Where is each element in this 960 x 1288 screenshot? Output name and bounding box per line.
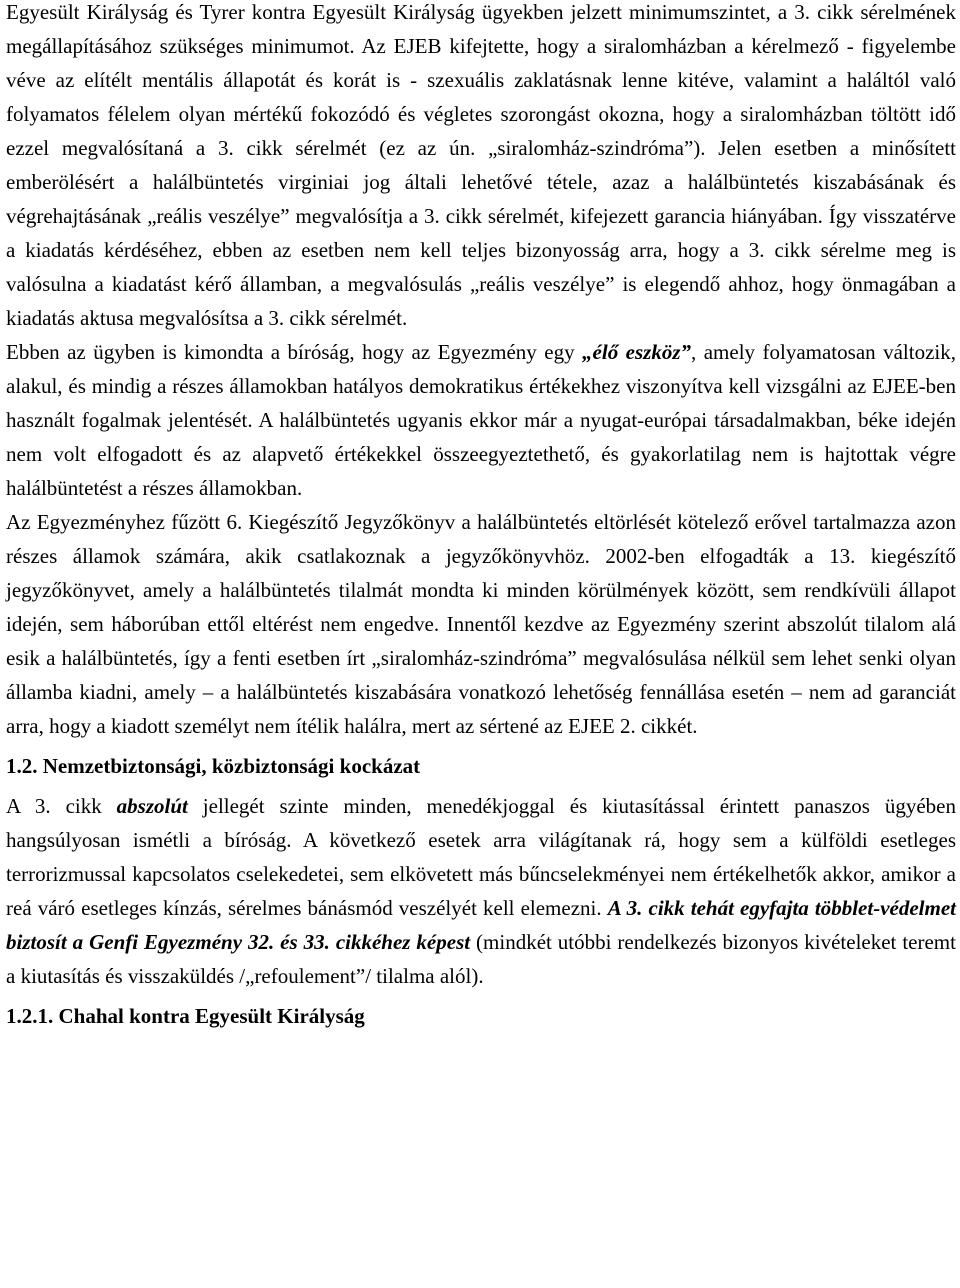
- paragraph-text: Egyesült Királyság és Tyrer kontra Egyesült Királyság ügyekben jelzett minimumszintet, a 3. cikk sérelmének megállapításához szükséges minimumot. Az EJEB kifejtette, hogy a siralomházban a kérelmező - figyelembe véve az elítélt mentális állapotát és korát is - szexuális zaklatásnak lenne kitéve, valamint a haláltól való folyamatos félelem olyan mértékű fokozódó és végletes szorongást okozna, hogy a siralomházban töltött idő ezzel megvalósítaná a 3. cikk sérelmét (ez az ún. „siralomház-szindróma”). Jelen esetben a minősített emberölésért a halálbüntetés virginiai jog általi lehetővé tétele, azaz a halálbüntetés kiszabásának és végrehajtásának „reális veszélye” megvalósítja a 3. cikk sérelmét, kifejezett garancia hiányában. Így visszatérve a kiadatás kérdéséhez, ebben az esetben nem kell teljes bizonyosság arra, hogy a 3. cikk sérelme meg is valósulna a kiadatást kérő államban, a megvalósulás „reális veszélye” is elegendő ahhoz, hogy önmagában a kiadatás aktusa megvalósítsa a 3. cikk sérelmét.: [6, 0, 956, 330]
- paragraph-jegyzokonyv: [6, 505, 956, 743]
- subsection-heading: 1.2.1. Chahal kontra Egyesült Királyság: [6, 1004, 365, 1028]
- paragraph-text: A 3. cikk: [6, 794, 117, 818]
- paragraph-text: (mindkét utóbbi rendelkezés bizonyos kivételeket teremt a kiutasítás és visszaküldés /„refoulement”/ tilalma alól).: [6, 930, 956, 988]
- document-page: [6, 0, 956, 1033]
- section-heading: 1.2. Nemzetbiztonsági, közbiztonsági kockázat: [6, 754, 421, 778]
- emphasis-text: „élő eszköz”: [582, 340, 692, 364]
- paragraph-text: Ebben az ügyben is kimondta a bíróság, hogy az Egyezmény egy: [6, 340, 583, 364]
- paragraph-siralomhaz: [6, 0, 956, 335]
- paragraph-text: jellegét szinte minden, menedékjoggal és kiutasítással érintett panaszos ügyében hangsúlyosan ismétli a bíróság. A következő esetek arra világítanak rá, hogy sem a külföldi esetleges terrorizmussal kapcsolatos cselekedetei, sem elkövetett más bűncselekményei nem értékelhetők akkor, amikor a reá váró esetleges kínzás, sérelmes bánásmód veszélyét kell elemezni.: [6, 794, 956, 920]
- paragraph-text: , amely folyamatosan változik, alakul, és mindig a részes államokban hatályos demokratikus értékekhez viszonyítva kell vizsgálni az EJEE-ben használt fogalmak jelentését. A halálbüntetés ugyanis ekkor már a nyugat-európai társadalmakban, béke idején nem volt elfogadott és az alapvető értékekkel összeegyeztethető, és gyakorlatilag nem is hajtottak végre halálbüntetést a részes államokban.: [6, 340, 956, 500]
- emphasis-text: A 3. cikk tehát egyfajta többlet-védelmet biztosít a Genfi Egyezmény 32. és 33. cikkéhez képest: [6, 896, 956, 954]
- paragraph-abszolut: [6, 789, 956, 993]
- emphasis-text: abszolút: [116, 794, 188, 818]
- paragraph-text: Az Egyezményhez fűzött 6. Kiegészítő Jegyzőkönyv a halálbüntetés eltörlését kötelező erővel tartalmazza azon részes államok számára, akik csatlakoznak a jegyzőkönyvhöz. 2002-ben elfogadták a 13. kiegészítő jegyzőkönyvet, amely a halálbüntetés tilalmát mondta ki minden körülmények között, sem rendkívüli állapot idején, sem háborúban ettől eltérést nem engedve. Innentől kezdve az Egyezmény szerint abszolút tilalom alá esik a halálbüntetés, így a fenti esetben írt „siralomház-szindróma” megvalósulása nélkül sem lehet senki olyan államba kiadni, amely – a halálbüntetés kiszabására vonatkozó lehetőség fennállása esetén – nem ad garanciát arra, hogy a kiadott személyt nem ítélik halálra, mert az sértené az EJEE 2. cikkét.: [6, 510, 956, 738]
- paragraph-elo-eszkoz: [6, 335, 956, 505]
